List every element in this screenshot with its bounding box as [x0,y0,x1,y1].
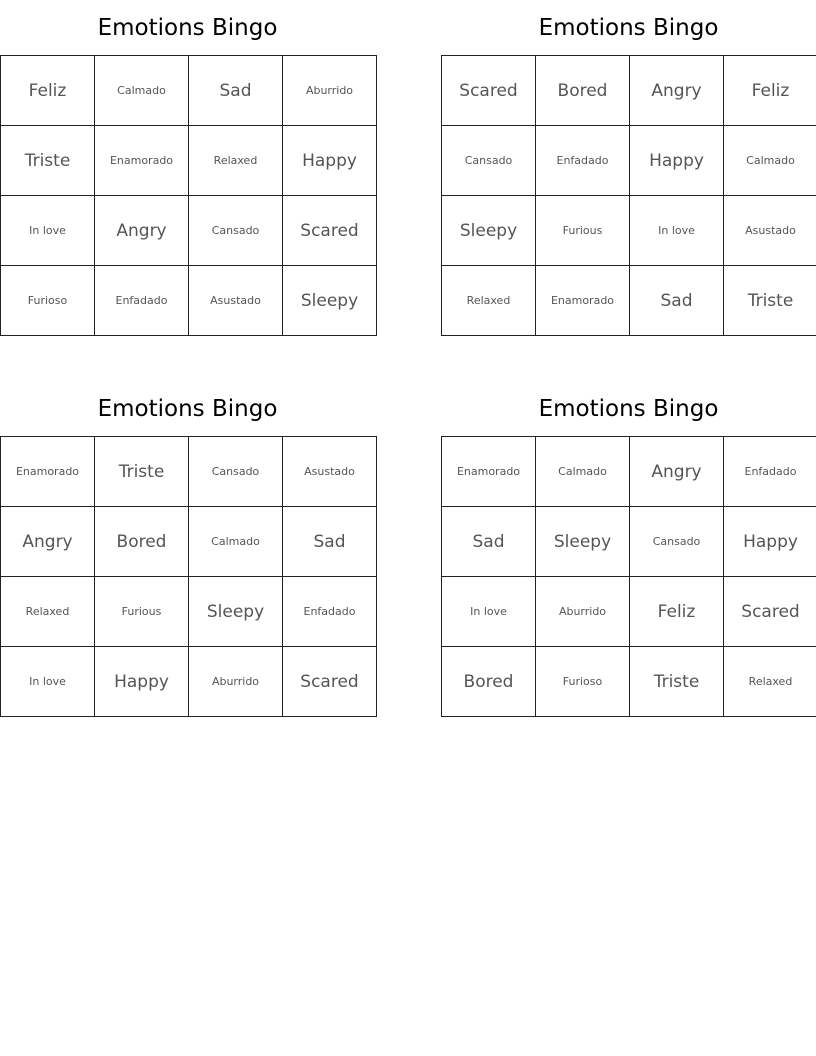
bingo-cell: Enamorado [95,126,189,196]
bingo-cell: Angry [630,56,724,126]
bingo-cell: Cansado [189,196,283,266]
bingo-cell: Scared [283,647,377,717]
bingo-cell: In love [630,196,724,266]
bingo-cell: Scared [283,196,377,266]
bingo-cell: Triste [630,647,724,717]
grid-row [442,577,816,647]
bingo-cell: Aburrido [536,577,630,647]
grid-row [1,437,377,507]
bingo-cell: Calmado [95,56,189,126]
grid-row [1,577,377,647]
bingo-cell: Angry [630,437,724,507]
bingo-cell: Sad [283,507,377,577]
bingo-cell: In love [442,577,536,647]
bingo-cell: Feliz [630,577,724,647]
bingo-cell: Calmado [536,437,630,507]
card-title: Emotions Bingo [97,396,278,422]
bingo-cell: Happy [95,647,189,717]
bingo-cell: Triste [95,437,189,507]
bingo-cell: Bored [536,56,630,126]
grid-row [1,56,377,126]
bingo-cell: Cansado [442,126,536,196]
grid-row [442,437,816,507]
bingo-cell: Enamorado [442,437,536,507]
bingo-cell: Relaxed [724,647,816,717]
bingo-cell: Happy [283,126,377,196]
bingo-grid [0,436,377,717]
bingo-cell: Sad [630,266,724,336]
grid-row [442,647,816,717]
bingo-grid [441,55,816,336]
bingo-cell: Calmado [724,126,816,196]
bingo-cell: In love [1,196,95,266]
bingo-cell: In love [1,647,95,717]
grid-row [1,647,377,717]
bingo-cell: Relaxed [442,266,536,336]
grid-row [442,266,816,336]
card-title: Emotions Bingo [538,15,719,41]
bingo-cell: Aburrido [189,647,283,717]
grid-row [1,126,377,196]
bingo-cell: Enfadado [95,266,189,336]
bingo-cell: Cansado [630,507,724,577]
bingo-cell: Furious [536,196,630,266]
grid-row [1,507,377,577]
bingo-cell: Triste [724,266,816,336]
card-title: Emotions Bingo [538,396,719,422]
bingo-cell: Calmado [189,507,283,577]
bingo-cell: Sleepy [189,577,283,647]
bingo-grid [0,55,377,336]
bingo-cell: Angry [1,507,95,577]
bingo-cell: Feliz [1,56,95,126]
bingo-cell: Furioso [1,266,95,336]
card-title: Emotions Bingo [97,15,278,41]
bingo-cell: Cansado [189,437,283,507]
bingo-cell: Sleepy [536,507,630,577]
bingo-cell: Relaxed [1,577,95,647]
bingo-cell: Asustado [189,266,283,336]
grid-row [442,507,816,577]
grid-row [442,56,816,126]
bingo-cell: Angry [95,196,189,266]
grid-row [442,196,816,266]
bingo-cell: Enfadado [724,437,816,507]
bingo-cell: Enamorado [1,437,95,507]
bingo-cell: Aburrido [283,56,377,126]
bingo-cell: Happy [724,507,816,577]
bingo-cell: Sad [189,56,283,126]
grid-row [442,126,816,196]
bingo-cell: Asustado [724,196,816,266]
bingo-cell: Enfadado [536,126,630,196]
bingo-cell: Scared [724,577,816,647]
bingo-cell: Bored [442,647,536,717]
bingo-cell: Furious [95,577,189,647]
bingo-cell: Enamorado [536,266,630,336]
bingo-cell: Sad [442,507,536,577]
bingo-cell: Happy [630,126,724,196]
bingo-cell: Sleepy [442,196,536,266]
bingo-cell: Sleepy [283,266,377,336]
bingo-cell: Relaxed [189,126,283,196]
bingo-cell: Asustado [283,437,377,507]
bingo-cell: Bored [95,507,189,577]
bingo-cell: Feliz [724,56,816,126]
grid-row [1,266,377,336]
grid-row [1,196,377,266]
bingo-cell: Triste [1,126,95,196]
bingo-cell: Scared [442,56,536,126]
bingo-cell: Furioso [536,647,630,717]
bingo-grid [441,436,816,717]
bingo-cell: Enfadado [283,577,377,647]
